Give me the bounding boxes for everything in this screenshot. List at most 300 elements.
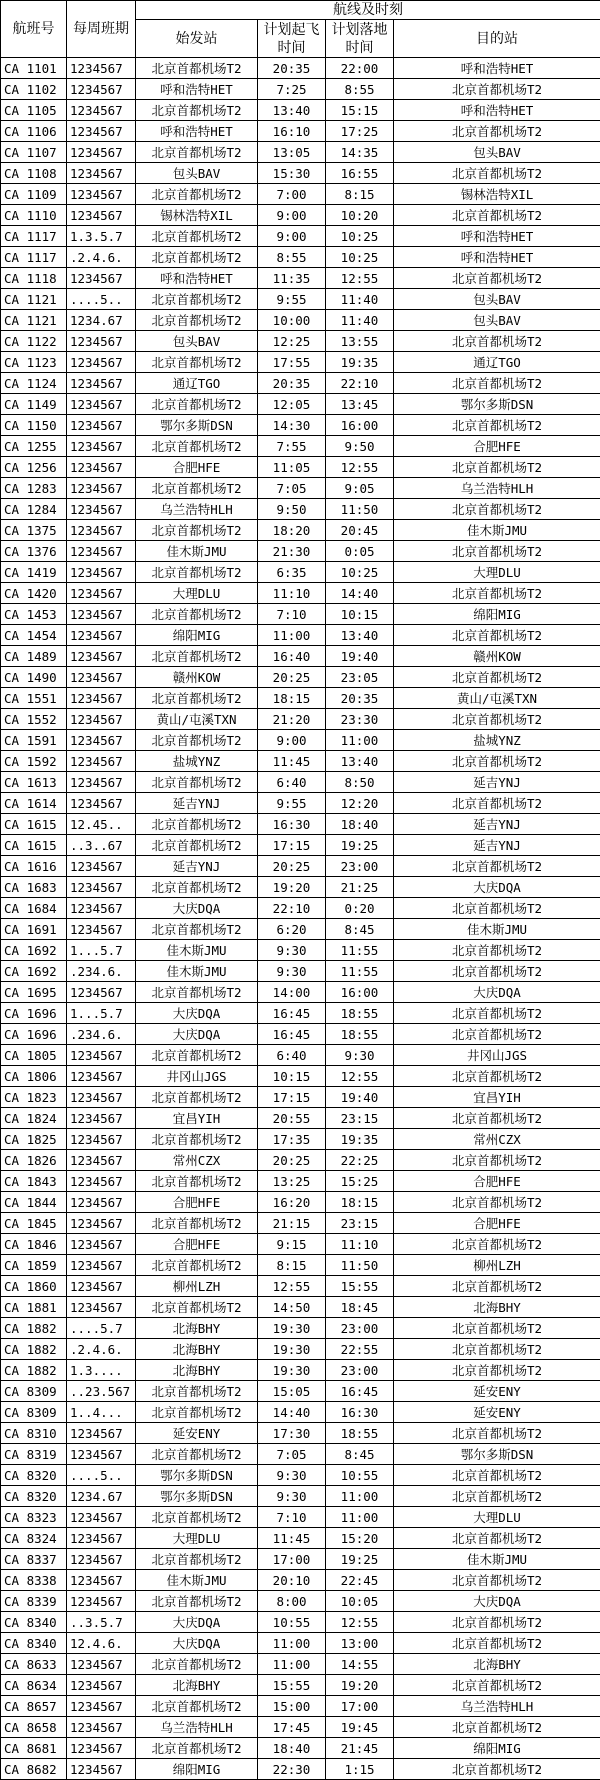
destination-cell: 北京首都机场T2 [394,1423,600,1444]
flight-no-cell: CA 1118 [1,268,67,289]
origin-cell: 赣州KOW [136,667,258,688]
departure-time-cell: 16:30 [258,814,326,835]
departure-time-cell: 11:35 [258,268,326,289]
destination-cell: 盐城YNZ [394,730,600,751]
arrival-time-cell: 14:55 [326,1654,394,1675]
arrival-time-cell: 18:55 [326,1003,394,1024]
table-row [1,415,600,436]
arrival-time-cell: 16:00 [326,415,394,436]
table-row [1,772,600,793]
weekly-schedule-cell: 1234567 [67,1759,136,1780]
flight-no-cell: CA 1256 [1,457,67,478]
departure-time-cell: 7:55 [258,436,326,457]
origin-cell: 北京首都机场T2 [136,814,258,835]
weekly-schedule-cell: 1234567 [67,457,136,478]
destination-cell: 佳木斯JMU [394,919,600,940]
weekly-schedule-cell: .234.6. [67,1024,136,1045]
destination-cell: 延吉YNJ [394,835,600,856]
arrival-time-cell: 16:30 [326,1402,394,1423]
departure-time-cell: 20:55 [258,1108,326,1129]
flight-no-cell: CA 1101 [1,58,67,79]
flight-no-cell: CA 1882 [1,1318,67,1339]
destination-cell: 鄂尔多斯DSN [394,1444,600,1465]
table-row [1,247,600,268]
flight-no-cell: CA 1615 [1,835,67,856]
destination-cell: 佳木斯JMU [394,1549,600,1570]
destination-cell: 宜昌YIH [394,1087,600,1108]
origin-cell: 大庆DQA [136,1003,258,1024]
table-row [1,1612,600,1633]
departure-time-cell: 6:20 [258,919,326,940]
departure-time-cell: 7:25 [258,79,326,100]
weekly-schedule-cell: 1234567 [67,1108,136,1129]
arrival-time-cell: 16:00 [326,982,394,1003]
table-row [1,1318,600,1339]
origin-cell: 大庆DQA [136,1633,258,1654]
origin-cell: 北京首都机场T2 [136,142,258,163]
flight-no-cell: CA 1284 [1,499,67,520]
arrival-time-cell: 13:40 [326,625,394,646]
destination-cell: 北京首都机场T2 [394,79,600,100]
arrival-time-cell: 11:40 [326,310,394,331]
weekly-schedule-cell: 1234567 [67,982,136,1003]
weekly-schedule-cell: 1234567 [67,751,136,772]
table-row [1,1444,600,1465]
origin-cell: 北京首都机场T2 [136,877,258,898]
weekly-schedule-cell: ..3.5.7 [67,1612,136,1633]
weekly-schedule-cell: 1234567 [67,163,136,184]
origin-cell: 北京首都机场T2 [136,772,258,793]
arrival-time-cell: 19:35 [326,1129,394,1150]
table-row [1,1150,600,1171]
table-row [1,394,600,415]
weekly-schedule-cell: 1234567 [67,1654,136,1675]
departure-time-cell: 17:55 [258,352,326,373]
weekly-schedule-cell: 1234567 [67,1171,136,1192]
arrival-time-cell: 12:20 [326,793,394,814]
table-row [1,982,600,1003]
origin-cell: 乌兰浩特HLH [136,499,258,520]
origin-cell: 延安ENY [136,1423,258,1444]
destination-cell: 北京首都机场T2 [394,1066,600,1087]
header-destination: 目的站 [394,20,600,58]
weekly-schedule-cell: 1234567 [67,121,136,142]
origin-cell: 北海BHY [136,1339,258,1360]
table-row [1,625,600,646]
departure-time-cell: 11:45 [258,751,326,772]
origin-cell: 北京首都机场T2 [136,436,258,457]
departure-time-cell: 16:20 [258,1192,326,1213]
arrival-time-cell: 8:55 [326,79,394,100]
destination-cell: 呼和浩特HET [394,100,600,121]
weekly-schedule-cell: ..3..67 [67,835,136,856]
table-row [1,604,600,625]
flight-no-cell: CA 1121 [1,310,67,331]
flight-no-cell: CA 1107 [1,142,67,163]
flight-no-cell: CA 8320 [1,1486,67,1507]
departure-time-cell: 17:15 [258,1087,326,1108]
table-row [1,562,600,583]
origin-cell: 北京首都机场T2 [136,1129,258,1150]
departure-time-cell: 6:40 [258,1045,326,1066]
origin-cell: 宜昌YIH [136,1108,258,1129]
table-row [1,1696,600,1717]
weekly-schedule-cell: 1234567 [67,1045,136,1066]
departure-time-cell: 13:40 [258,100,326,121]
destination-cell: 北京首都机场T2 [394,121,600,142]
departure-time-cell: 9:30 [258,961,326,982]
destination-cell: 常州CZX [394,1129,600,1150]
destination-cell: 北京首都机场T2 [394,1276,600,1297]
weekly-schedule-cell: 1234567 [67,373,136,394]
weekly-schedule-cell: 1234567 [67,268,136,289]
arrival-time-cell: 11:50 [326,1255,394,1276]
arrival-time-cell: 23:15 [326,1213,394,1234]
table-row [1,1066,600,1087]
destination-cell: 包头BAV [394,142,600,163]
flight-no-cell: CA 1882 [1,1339,67,1360]
arrival-time-cell: 13:00 [326,1633,394,1654]
destination-cell: 北京首都机场T2 [394,415,600,436]
origin-cell: 北京首都机场T2 [136,394,258,415]
destination-cell: 北京首都机场T2 [394,793,600,814]
table-row [1,835,600,856]
departure-time-cell: 19:20 [258,877,326,898]
table-row [1,1129,600,1150]
weekly-schedule-cell: ..23.567 [67,1381,136,1402]
weekly-schedule-cell: 1234567 [67,205,136,226]
origin-cell: 大庆DQA [136,1612,258,1633]
arrival-time-cell: 19:25 [326,835,394,856]
origin-cell: 井冈山JGS [136,1066,258,1087]
arrival-time-cell: 19:20 [326,1675,394,1696]
departure-time-cell: 14:40 [258,1402,326,1423]
weekly-schedule-cell: ....5.. [67,1465,136,1486]
arrival-time-cell: 20:35 [326,688,394,709]
flight-no-cell: CA 1823 [1,1087,67,1108]
weekly-schedule-cell: 1234567 [67,772,136,793]
destination-cell: 北京首都机场T2 [394,457,600,478]
origin-cell: 佳木斯JMU [136,940,258,961]
table-row [1,79,600,100]
origin-cell: 黄山/屯溪TXN [136,709,258,730]
weekly-schedule-cell: ....5.. [67,289,136,310]
departure-time-cell: 20:25 [258,667,326,688]
table-header [1,1,600,58]
weekly-schedule-cell: 1234567 [67,520,136,541]
table-row [1,373,600,394]
origin-cell: 北京首都机场T2 [136,1045,258,1066]
destination-cell: 延安ENY [394,1381,600,1402]
arrival-time-cell: 23:00 [326,856,394,877]
table-row [1,940,600,961]
table-row [1,457,600,478]
departure-time-cell: 20:25 [258,1150,326,1171]
header-weekly-schedule: 每周班期 [67,1,136,58]
departure-time-cell: 8:00 [258,1591,326,1612]
origin-cell: 北京首都机场T2 [136,520,258,541]
table-row [1,709,600,730]
origin-cell: 北海BHY [136,1360,258,1381]
origin-cell: 北京首都机场T2 [136,1654,258,1675]
departure-time-cell: 19:30 [258,1339,326,1360]
arrival-time-cell: 23:00 [326,1360,394,1381]
weekly-schedule-cell: 1234567 [67,1738,136,1759]
departure-time-cell: 7:05 [258,478,326,499]
weekly-schedule-cell: 1234567 [67,415,136,436]
arrival-time-cell: 8:45 [326,919,394,940]
departure-time-cell: 13:25 [258,1171,326,1192]
departure-time-cell: 18:40 [258,1738,326,1759]
departure-time-cell: 9:00 [258,205,326,226]
weekly-schedule-cell: 1234567 [67,646,136,667]
table-row [1,814,600,835]
table-row [1,520,600,541]
table-row [1,1108,600,1129]
arrival-time-cell: 15:25 [326,1171,394,1192]
weekly-schedule-cell: 1234567 [67,1675,136,1696]
weekly-schedule-cell: 1234567 [67,79,136,100]
destination-cell: 北京首都机场T2 [394,1318,600,1339]
header-departure-time: 计划起飞 时间 [258,20,326,58]
weekly-schedule-cell: 1234567 [67,1234,136,1255]
destination-cell: 北海BHY [394,1654,600,1675]
departure-time-cell: 21:15 [258,1213,326,1234]
arrival-time-cell: 22:10 [326,373,394,394]
arrival-time-cell: 13:40 [326,751,394,772]
flight-no-cell: CA 1696 [1,1024,67,1045]
departure-time-cell: 20:10 [258,1570,326,1591]
table-row [1,730,600,751]
header-arrival-time: 计划落地 时间 [326,20,394,58]
table-row [1,1675,600,1696]
flight-no-cell: CA 8633 [1,1654,67,1675]
destination-cell: 北京首都机场T2 [394,541,600,562]
table-row [1,1528,600,1549]
destination-cell: 北京首都机场T2 [394,1234,600,1255]
departure-time-cell: 17:15 [258,835,326,856]
departure-time-cell: 14:00 [258,982,326,1003]
flight-no-cell: CA 1375 [1,520,67,541]
destination-cell: 北京首都机场T2 [394,1486,600,1507]
departure-time-cell: 12:05 [258,394,326,415]
destination-cell: 包头BAV [394,310,600,331]
table-row [1,478,600,499]
destination-cell: 大理DLU [394,562,600,583]
origin-cell: 北京首都机场T2 [136,184,258,205]
destination-cell: 延吉YNJ [394,814,600,835]
destination-cell: 包头BAV [394,289,600,310]
destination-cell: 北京首都机场T2 [394,1150,600,1171]
weekly-schedule-cell: 1234567 [67,1192,136,1213]
flight-no-cell: CA 1124 [1,373,67,394]
weekly-schedule-cell: 1234567 [67,1087,136,1108]
table-row [1,1024,600,1045]
arrival-time-cell: 9:50 [326,436,394,457]
arrival-time-cell: 10:15 [326,604,394,625]
table-row [1,1339,600,1360]
destination-cell: 呼和浩特HET [394,58,600,79]
arrival-time-cell: 18:40 [326,814,394,835]
departure-time-cell: 16:45 [258,1024,326,1045]
destination-cell: 通辽TGO [394,352,600,373]
arrival-time-cell: 19:40 [326,646,394,667]
table-row [1,1717,600,1738]
weekly-schedule-cell: 1234567 [67,100,136,121]
table-row [1,1591,600,1612]
origin-cell: 北京首都机场T2 [136,1696,258,1717]
table-row [1,1507,600,1528]
weekly-schedule-cell: 1234567 [67,394,136,415]
origin-cell: 北京首都机场T2 [136,1507,258,1528]
origin-cell: 佳木斯JMU [136,961,258,982]
departure-time-cell: 8:15 [258,1255,326,1276]
table-row [1,205,600,226]
flight-no-cell: CA 8634 [1,1675,67,1696]
destination-cell: 合肥HFE [394,1213,600,1234]
table-row [1,1654,600,1675]
flight-no-cell: CA 1283 [1,478,67,499]
departure-time-cell: 14:50 [258,1297,326,1318]
arrival-time-cell: 12:55 [326,268,394,289]
weekly-schedule-cell: 1..4... [67,1402,136,1423]
arrival-time-cell: 22:45 [326,1570,394,1591]
destination-cell: 佳木斯JMU [394,520,600,541]
flight-no-cell: CA 1109 [1,184,67,205]
destination-cell: 大庆DQA [394,877,600,898]
weekly-schedule-cell: 1234567 [67,1213,136,1234]
weekly-schedule-cell: 1234567 [67,1549,136,1570]
arrival-time-cell: 23:30 [326,709,394,730]
arrival-time-cell: 10:25 [326,562,394,583]
origin-cell: 合肥HFE [136,457,258,478]
destination-cell: 北京首都机场T2 [394,1675,600,1696]
departure-time-cell: 18:20 [258,520,326,541]
table-row [1,1297,600,1318]
destination-cell: 北京首都机场T2 [394,961,600,982]
weekly-schedule-cell: 1234567 [67,667,136,688]
table-row [1,1423,600,1444]
arrival-time-cell: 19:25 [326,1549,394,1570]
destination-cell: 北京首都机场T2 [394,625,600,646]
arrival-time-cell: 19:40 [326,1087,394,1108]
origin-cell: 呼和浩特HET [136,121,258,142]
table-body [1,58,600,1780]
flight-no-cell: CA 1551 [1,688,67,709]
weekly-schedule-cell: 1234567 [67,688,136,709]
flight-no-cell: CA 1695 [1,982,67,1003]
table-row [1,961,600,982]
flight-no-cell: CA 1117 [1,247,67,268]
departure-time-cell: 9:00 [258,730,326,751]
weekly-schedule-cell: 1234567 [67,1591,136,1612]
departure-time-cell: 7:00 [258,184,326,205]
origin-cell: 柳州LZH [136,1276,258,1297]
flight-no-cell: CA 1150 [1,415,67,436]
weekly-schedule-cell: 1234567 [67,1276,136,1297]
arrival-time-cell: 22:25 [326,1150,394,1171]
destination-cell: 延吉YNJ [394,772,600,793]
flight-no-cell: CA 1489 [1,646,67,667]
destination-cell: 北京首都机场T2 [394,1612,600,1633]
flight-no-cell: CA 1108 [1,163,67,184]
arrival-time-cell: 17:25 [326,121,394,142]
arrival-time-cell: 18:55 [326,1024,394,1045]
arrival-time-cell: 12:55 [326,1066,394,1087]
arrival-time-cell: 18:15 [326,1192,394,1213]
arrival-time-cell: 11:00 [326,1507,394,1528]
departure-time-cell: 10:00 [258,310,326,331]
flight-no-cell: CA 1453 [1,604,67,625]
arrival-time-cell: 12:55 [326,457,394,478]
flight-no-cell: CA 8682 [1,1759,67,1780]
arrival-time-cell: 22:00 [326,58,394,79]
table-row [1,1633,600,1654]
arrival-time-cell: 23:05 [326,667,394,688]
origin-cell: 乌兰浩特HLH [136,1717,258,1738]
flight-no-cell: CA 1615 [1,814,67,835]
origin-cell: 北京首都机场T2 [136,1255,258,1276]
origin-cell: 北京首都机场T2 [136,289,258,310]
table-row [1,163,600,184]
table-row [1,1570,600,1591]
flight-no-cell: CA 8309 [1,1402,67,1423]
arrival-time-cell: 18:55 [326,1423,394,1444]
flight-no-cell: CA 1591 [1,730,67,751]
table-row [1,856,600,877]
origin-cell: 呼和浩特HET [136,268,258,289]
weekly-schedule-cell: 1234567 [67,1696,136,1717]
destination-cell: 井冈山JGS [394,1045,600,1066]
origin-cell: 北京首都机场T2 [136,310,258,331]
weekly-schedule-cell: 1.3.5.7 [67,226,136,247]
flight-no-cell: CA 1824 [1,1108,67,1129]
flight-no-cell: CA 1123 [1,352,67,373]
flight-no-cell: CA 1846 [1,1234,67,1255]
table-row [1,898,600,919]
origin-cell: 北京首都机场T2 [136,1549,258,1570]
table-row [1,751,600,772]
weekly-schedule-cell: 1234567 [67,877,136,898]
destination-cell: 柳州LZH [394,1255,600,1276]
flight-no-cell: CA 1110 [1,205,67,226]
flight-no-cell: CA 8338 [1,1570,67,1591]
arrival-time-cell: 0:05 [326,541,394,562]
destination-cell: 北海BHY [394,1297,600,1318]
departure-time-cell: 10:55 [258,1612,326,1633]
weekly-schedule-cell: 1234567 [67,142,136,163]
origin-cell: 北京首都机场T2 [136,247,258,268]
departure-time-cell: 9:15 [258,1234,326,1255]
table-row [1,121,600,142]
weekly-schedule-cell: 1234.67 [67,310,136,331]
arrival-time-cell: 19:35 [326,352,394,373]
flight-no-cell: CA 1592 [1,751,67,772]
departure-time-cell: 12:25 [258,331,326,352]
table-row [1,352,600,373]
flight-no-cell: CA 1419 [1,562,67,583]
arrival-time-cell: 11:40 [326,289,394,310]
table-row [1,142,600,163]
flight-no-cell: CA 1614 [1,793,67,814]
weekly-schedule-cell: 12.4.6. [67,1633,136,1654]
table-row [1,1276,600,1297]
table-row [1,1003,600,1024]
flight-no-cell: CA 1420 [1,583,67,604]
flight-no-cell: CA 8339 [1,1591,67,1612]
flight-no-cell: CA 8320 [1,1465,67,1486]
arrival-time-cell: 15:15 [326,100,394,121]
